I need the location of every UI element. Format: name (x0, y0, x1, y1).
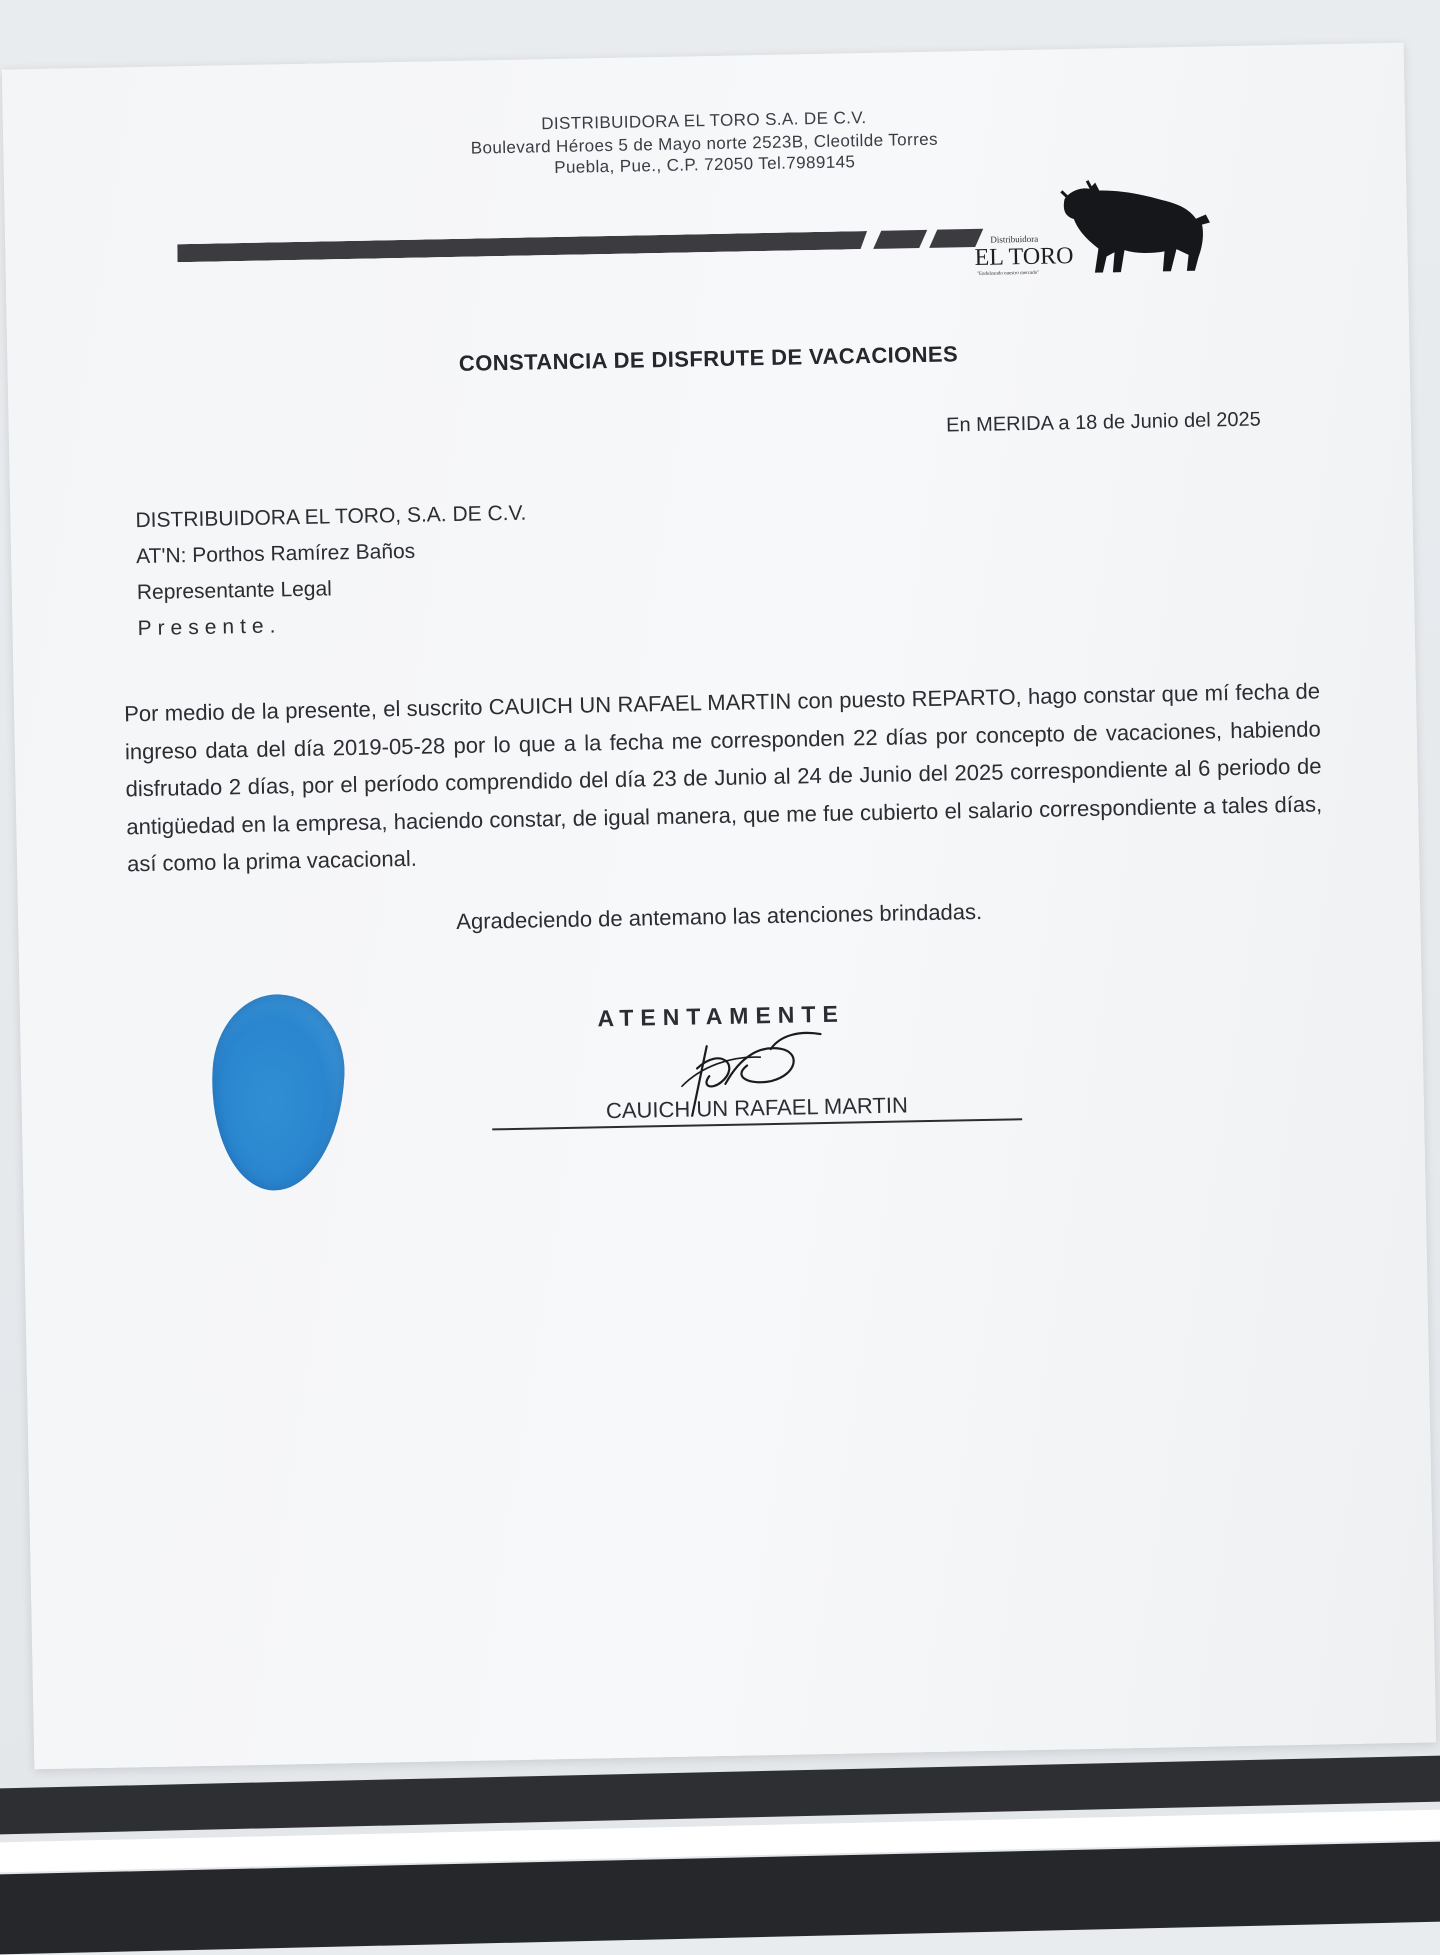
recipient-role: Representante Legal (136, 577, 333, 605)
atentamente-label: ATENTAMENTE (597, 1000, 846, 1032)
header-bar (177, 231, 867, 262)
header-bar-segment (873, 230, 927, 249)
bull-icon (1063, 180, 1210, 273)
body-paragraph: Por medio de la presente, el suscrito CAUICH UN RAFAEL MARTIN con puesto REPARTO, hago constar que mí fecha de ingreso data del día 2019-05-28 por lo que a la fecha me corresponden 22 días por concepto de vacaciones, habiendo disfrutado 2 días, por el período comprendido del día 23 de Junio al 24 de Junio del 2025 correspondiente al 6 periodo de antigüedad en la empresa, haciendo constar, de igual manera, que me fue cubierto el salario correspondiente a tales días, así como la prima vacacional. (123, 678, 1323, 877)
recipient-attn: AT'N: Porthos Ramírez Baños (135, 539, 416, 569)
document-title: CONSTANCIA DE DISFRUTE DE VACACIONES (458, 341, 959, 376)
recipient-presente: Presente. (137, 614, 282, 641)
place-date: En MERIDA a 18 de Junio del 2025 (945, 408, 1261, 437)
signer-name: CAUICH UN RAFAEL MARTIN (605, 1092, 909, 1124)
logo-tagline: "Endulzando nuestro mercado" (976, 270, 1040, 277)
document-page (2, 43, 1436, 1770)
header-company: DISTRIBUIDORA EL TORO S.A. DE C.V. (541, 108, 867, 134)
logo-small-text: Distribuidora (990, 233, 1039, 245)
header-address-line1: Boulevard Héroes 5 de Mayo norte 2523B, Cleotilde Torres (470, 129, 939, 158)
closing-text: Agradeciendo de antemano las atenciones brindadas. (456, 898, 983, 935)
recipient-company: DISTRIBUIDORA EL TORO, S.A. DE C.V. (135, 501, 527, 533)
header-address-line2: Puebla, Pue., C.P. 72050 Tel.7989145 (554, 152, 856, 178)
el-toro-logo (969, 166, 1231, 281)
logo-brand: EL TORO (974, 243, 1074, 271)
